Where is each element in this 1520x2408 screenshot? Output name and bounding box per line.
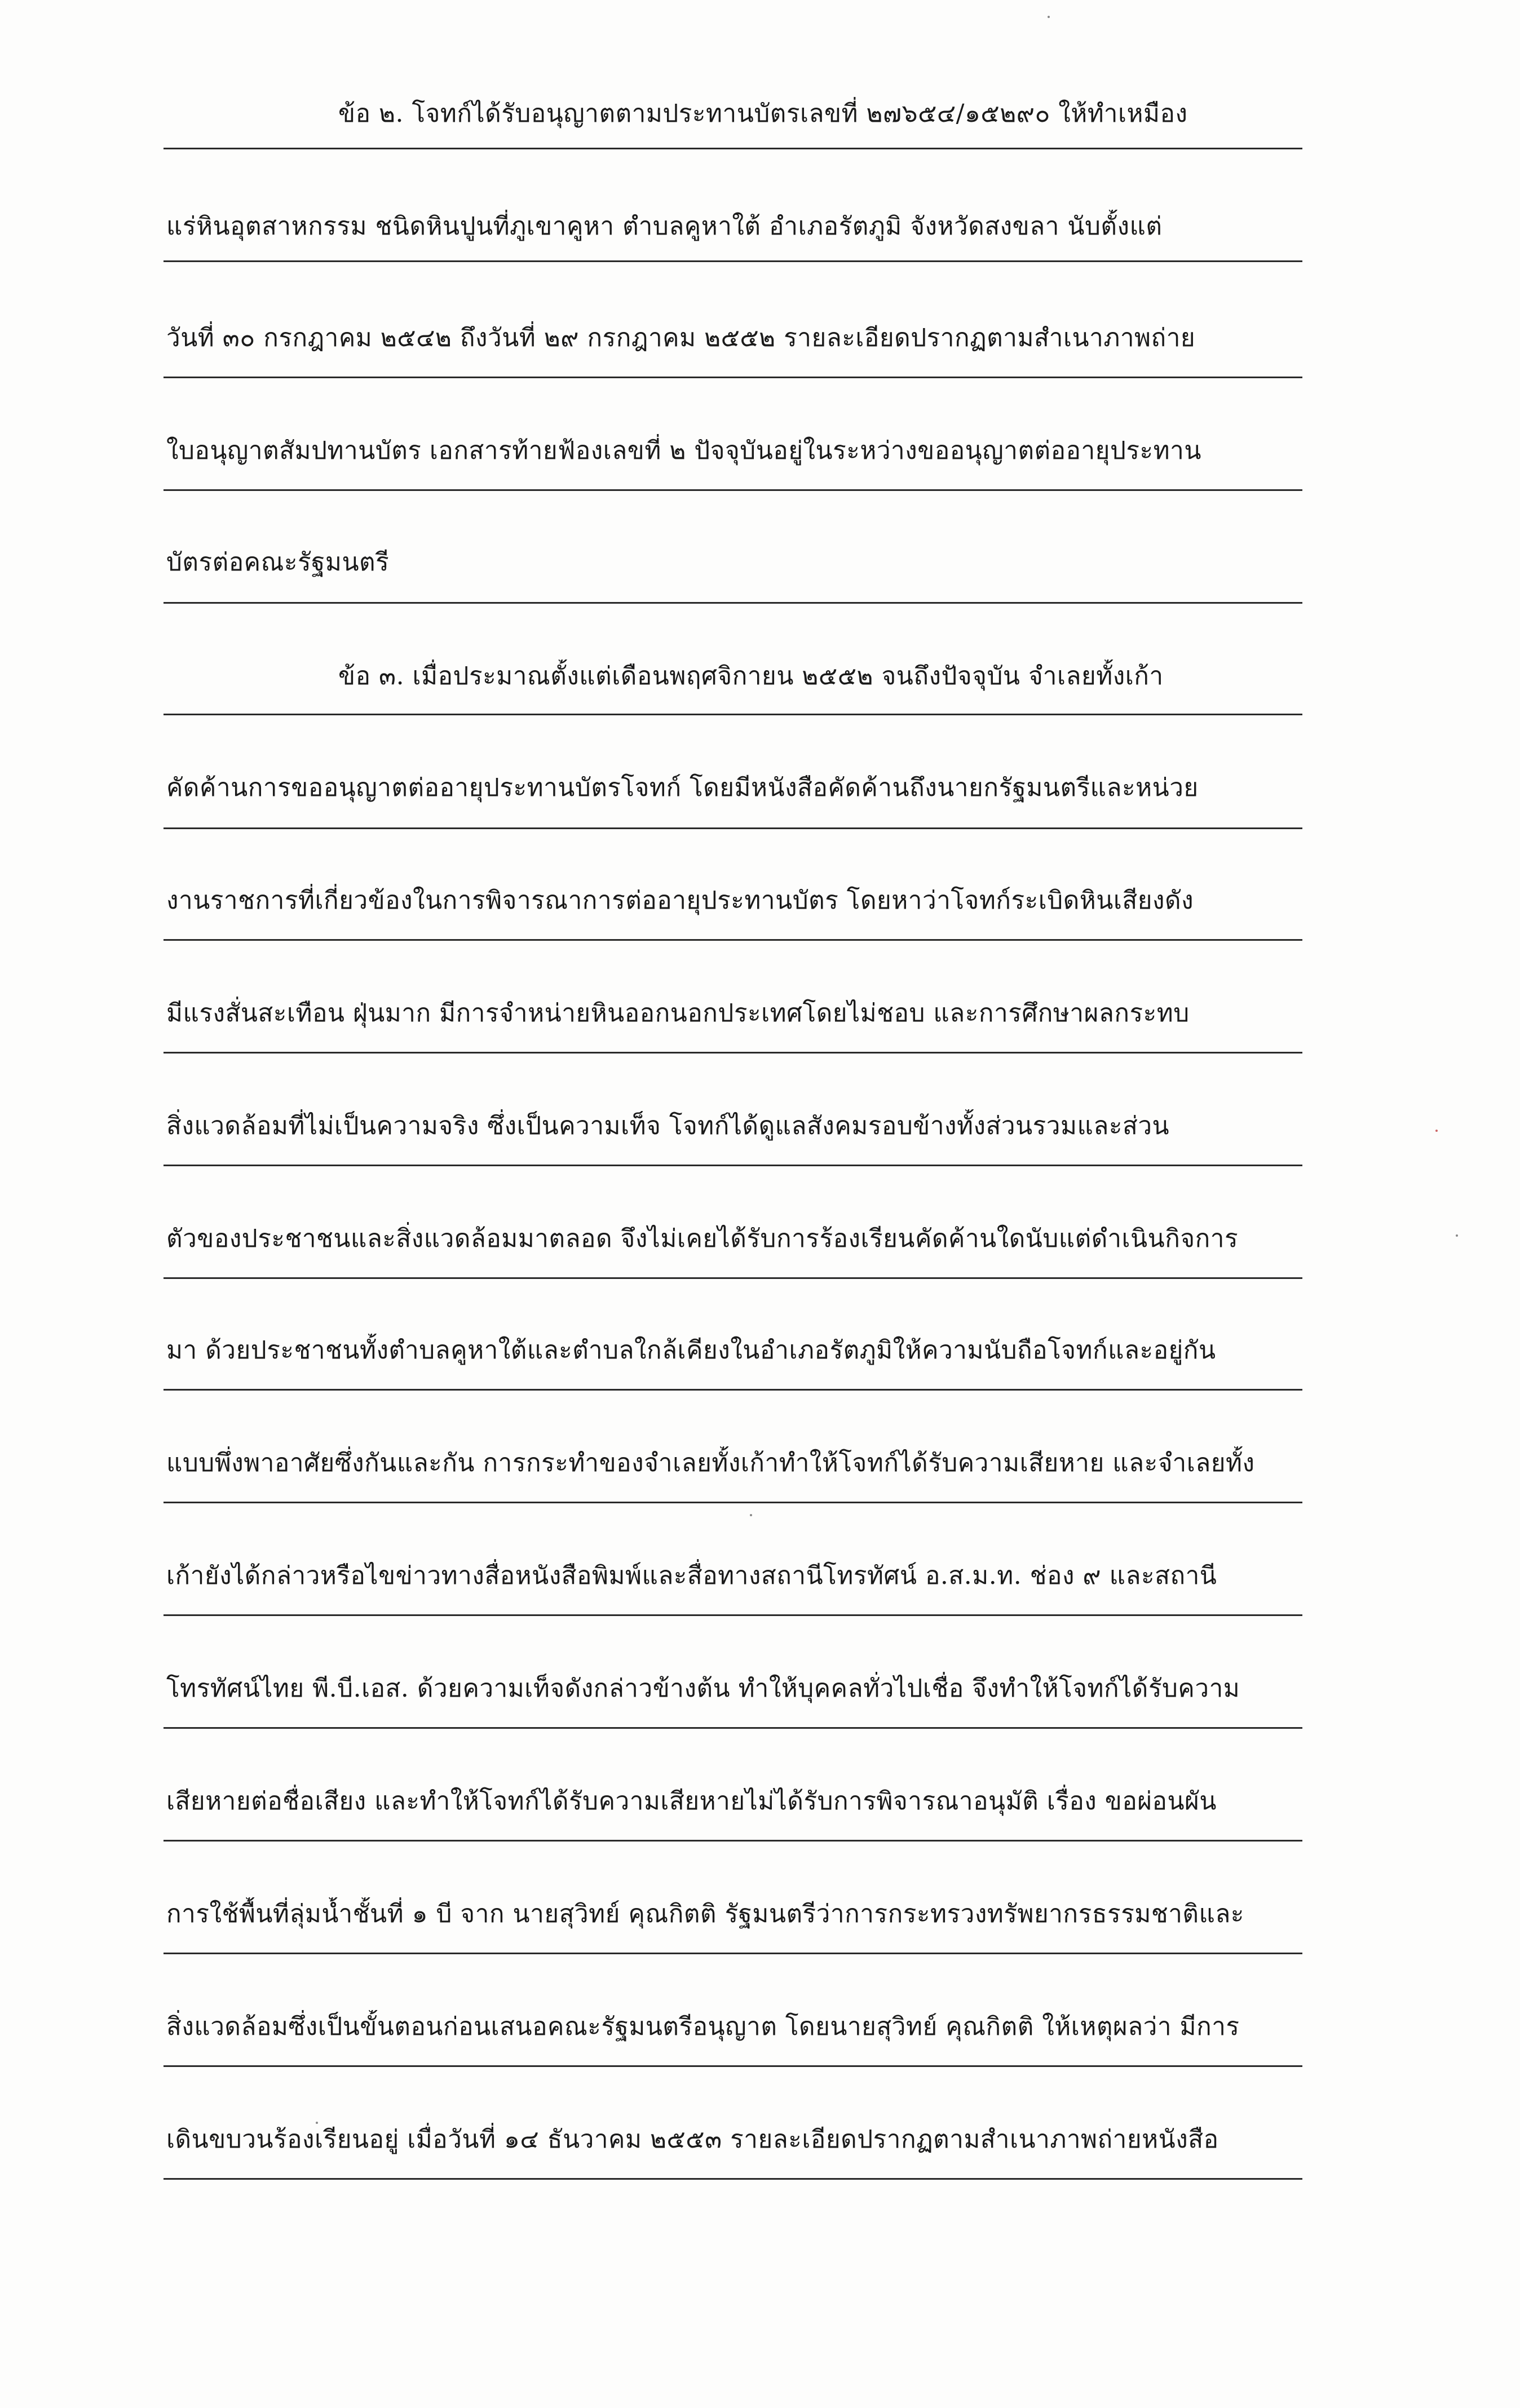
text-line-8: งานราชการที่เกี่ยวข้องในการพิจารณาการต่ออายุประทานบัตร โดยหาว่าโจทก์ระเบิดหินเสียงดัง [166,886,1194,915]
underline-7 [164,827,1302,829]
underline-14 [164,1614,1302,1616]
underline-9 [164,1052,1302,1054]
scan-speck [1048,16,1050,18]
underline-11 [164,1277,1302,1279]
underline-16 [164,1840,1302,1842]
underline-5 [164,602,1302,604]
text-line-11: ตัวของประชาชนและสิ่งแวดล้อมมาตลอด จึงไม่เคยได้รับการร้องเรียนคัดค้านใดนับแต่ดำเนินกิจการ [166,1224,1239,1253]
underline-4 [164,489,1302,491]
underline-1 [164,148,1302,149]
underline-2 [164,260,1302,262]
text-line-5: บัตรต่อคณะรัฐมนตรี [166,548,390,577]
underline-12 [164,1389,1302,1391]
underline-6 [164,714,1302,715]
text-line-14: เก้ายังได้กล่าวหรือไขข่าวทางสื่อหนังสือพิมพ์และสื่อทางสถานีโทรทัศน์ อ.ส.ม.ท. ช่อง ๙ และสถานี [166,1561,1217,1590]
text-line-6: ข้อ ๓. เมื่อประมาณตั้งแต่เดือนพฤศจิกายน ๒๕๕๒ จนถึงปัจจุบัน จำเลยทั้งเก้า [338,662,1164,690]
underline-10 [164,1165,1302,1166]
underline-15 [164,1727,1302,1729]
underline-8 [164,939,1302,941]
text-line-2: แร่หินอุตสาหกรรม ชนิดหินปูนที่ภูเขาคูหา ตำบลคูหาใต้ อำเภอรัตภูมิ จังหวัดสงขลา นับตั้งแต่ [166,212,1163,241]
scan-speck [1435,1130,1438,1132]
text-line-15: โทรทัศน์ไทย พี.บี.เอส. ด้วยความเท็จดังกล่าวข้างต้น ทำให้บุคคลทั่วไปเชื่อ จึงทำให้โจทก์ได้รับความ [166,1674,1240,1703]
text-line-10: สิ่งแวดล้อมที่ไม่เป็นความจริง ซึ่งเป็นความเท็จ โจทก์ได้ดูแลสังคมรอบข้างทั้งส่วนรวมและส่วน [166,1112,1170,1140]
underline-13 [164,1502,1302,1503]
scan-speck [316,2122,318,2124]
text-line-7: คัดค้านการขออนุญาตต่ออายุประทานบัตรโจทก์ โดยมีหนังสือคัดค้านถึงนายกรัฐมนตรีและหน่วย [166,773,1199,802]
text-line-16: เสียหายต่อชื่อเสียง และทำให้โจทก์ได้รับความเสียหายไม่ได้รับการพิจารณาอนุมัติ เรื่อง ขอผ่อนผัน [166,1787,1217,1816]
scan-speck [1456,1234,1458,1237]
text-line-9: มีแรงสั่นสะเทือน ฝุ่นมาก มีการจำหน่ายหินออกนอกประเทศโดยไม่ชอบ และการศึกษาผลกระทบ [166,999,1190,1028]
text-line-4: ใบอนุญาตสัมปทานบัตร เอกสารท้ายฟ้องเลขที่ ๒ ปัจจุบันอยู่ในระหว่างขออนุญาตต่ออายุประทาน [166,436,1201,465]
underline-19 [164,2178,1302,2180]
text-line-3: วันที่ ๓๐ กรกฎาคม ๒๕๔๒ ถึงวันที่ ๒๙ กรกฎาคม ๒๕๕๒ รายละเอียดปรากฏตามสำเนาภาพถ่าย [166,324,1196,352]
underline-18 [164,2065,1302,2067]
text-line-17: การใช้พื้นที่ลุ่มน้ำชั้นที่ ๑ บี จาก นายสุวิทย์ คุณกิตติ รัฐมนตรีว่าการกระทรวงทรัพยากรธรรมชาติและ [166,1900,1244,1928]
scan-speck [750,1514,752,1516]
underline-17 [164,1953,1302,1954]
text-line-1: ข้อ ๒. โจทก์ได้รับอนุญาตตามประทานบัตรเลขที่ ๒๗๖๕๔/๑๕๒๙๐ ให้ทำเหมือง [338,99,1188,128]
text-line-18: สิ่งแวดล้อมซึ่งเป็นขั้นตอนก่อนเสนอคณะรัฐมนตรีอนุญาต โดยนายสุวิทย์ คุณกิตติ ให้เหตุผลว่า มีการ [166,2012,1240,2041]
text-line-13: แบบพึ่งพาอาศัยซึ่งกันและกัน การกระทำของจำเลยทั้งเก้าทำให้โจทก์ได้รับความเสียหาย และจำเลยทั้ง [166,1449,1255,1477]
underline-3 [164,377,1302,378]
text-line-19: เดินขบวนร้องเรียนอยู่ เมื่อวันที่ ๑๔ ธันวาคม ๒๕๕๓ รายละเอียดปรากฏตามสำเนาภาพถ่ายหนังสือ [166,2125,1219,2154]
text-line-12: มา ด้วยประชาชนทั้งตำบลคูหาใต้และตำบลใกล้เคียงในอำเภอรัตภูมิให้ความนับถือโจทก์และอยู่กัน [166,1336,1216,1365]
